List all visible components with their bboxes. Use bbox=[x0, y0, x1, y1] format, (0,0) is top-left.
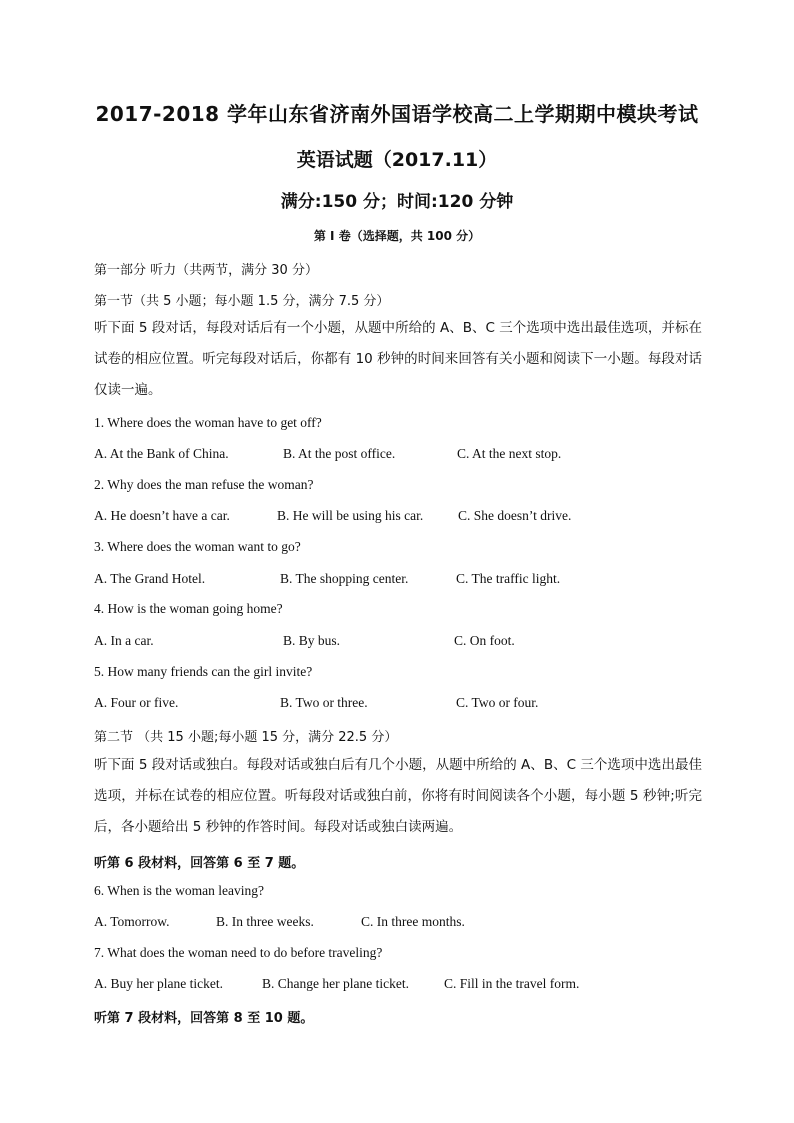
q1-option-b: B. At the post office. bbox=[283, 446, 396, 461]
q7-option-c: C. Fill in the travel form. bbox=[444, 976, 580, 991]
q3-option-b: B. The shopping center. bbox=[280, 571, 409, 586]
section2-instructions: 听下面 5 段对话或独白。每段对话或独白后有几个小题，从题中所给的 A、B、C 三个选项中选出最佳选项，并标在试卷的相应位置。听每段对话或独白前，你将有时间阅读各个小题，每小题 5 秒钟;听完后，各小题给出 5 秒钟的作答时间。每段对话或独白读两遍。 bbox=[94, 757, 702, 835]
q5-option-c: C. Two or four. bbox=[456, 695, 539, 710]
section1-instructions: 听下面 5 段对话，每段对话后有一个小题，从题中所给的 A、B、C 三个选项中选出最佳选项，并标在试卷的相应位置。听完每段对话后，你都有 10 秒钟的时间来回答有关小题和阅读下一小题。每段对话仅读一遍。 bbox=[94, 320, 702, 398]
q7-option-a: A. Buy her plane ticket. bbox=[94, 976, 223, 991]
question-3: 3. Where does the woman want to go? bbox=[94, 539, 301, 554]
exam-subtitle: 英语试题（2017.11） bbox=[296, 149, 498, 171]
material-6-heading: 听第 6 段材料，回答第 6 至 7 题。 bbox=[94, 856, 305, 871]
q5-option-a: A. Four or five. bbox=[94, 695, 179, 710]
question-6: 6. When is the woman leaving? bbox=[94, 883, 264, 898]
material-7-heading: 听第 7 段材料，回答第 8 至 10 题。 bbox=[94, 1011, 314, 1026]
volume-heading: 第 I 卷（选择题，共 100 分） bbox=[313, 229, 481, 243]
q6-option-c: C. In three months. bbox=[361, 914, 465, 929]
q4-option-a: A. In a car. bbox=[94, 633, 154, 648]
q5-option-b: B. Two or three. bbox=[280, 695, 368, 710]
section1-heading: 第一节（共 5 小题；每小题 1.5 分，满分 7.5 分） bbox=[94, 294, 390, 309]
q6-option-b: B. In three weeks. bbox=[216, 914, 314, 929]
q4-option-c: C. On foot. bbox=[454, 633, 515, 648]
section2-heading: 第二节 （共 15 小题;每小题 15 分，满分 22.5 分） bbox=[94, 730, 398, 745]
q3-option-c: C. The traffic light. bbox=[456, 571, 561, 586]
question-4: 4. How is the woman going home? bbox=[94, 601, 283, 616]
question-1: 1. Where does the woman have to get off? bbox=[94, 415, 322, 430]
question-2: 2. Why does the man refuse the woman? bbox=[94, 477, 314, 492]
q6-option-a: A. Tomorrow. bbox=[94, 914, 170, 929]
q4-option-b: B. By bus. bbox=[283, 633, 341, 648]
q1-option-c: C. At the next stop. bbox=[457, 446, 562, 461]
exam-title: 2017-2018 学年山东省济南外国语学校高二上学期期中模块考试 bbox=[95, 102, 699, 126]
q2-option-a: A. He doesn’t have a car. bbox=[94, 508, 230, 523]
question-5: 5. How many friends can the girl invite? bbox=[94, 664, 313, 679]
q2-option-c: C. She doesn’t drive. bbox=[458, 508, 572, 523]
part1-heading: 第一部分 听力（共两节，满分 30 分） bbox=[94, 263, 318, 278]
q1-option-a: A. At the Bank of China. bbox=[94, 446, 229, 461]
q2-option-b: B. He will be using his car. bbox=[277, 508, 424, 523]
q3-option-a: A. The Grand Hotel. bbox=[94, 571, 206, 586]
question-7: 7. What does the woman need to do before traveling? bbox=[94, 945, 383, 960]
q7-option-b: B. Change her plane ticket. bbox=[262, 976, 409, 991]
exam-meta: 满分:150 分；时间:120 分钟 bbox=[280, 192, 514, 212]
